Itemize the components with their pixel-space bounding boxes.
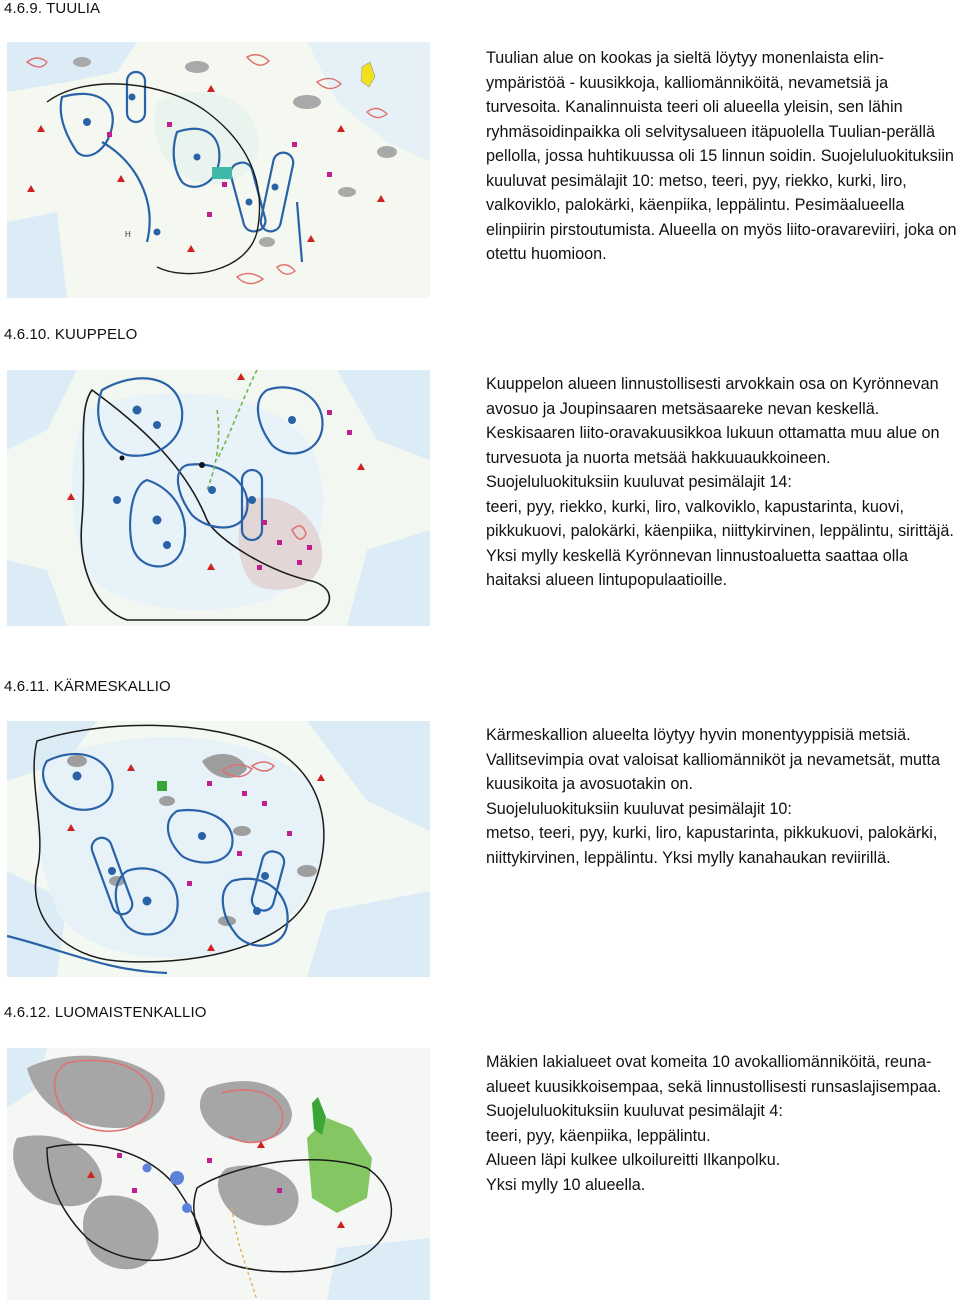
paragraph: teeri, pyy, käenpiika, leppälintu. xyxy=(486,1126,711,1145)
paragraph: Suojeluluokituksiin kuuluvat pesimälajit 10: xyxy=(486,799,792,818)
map-tuulia xyxy=(7,42,430,298)
paragraph: Kärmeskallion alueelta löytyy hyvin monentyyppisiä metsiä. Vallitsevimpia ovat valoisat kalliomänniköt ja nevametsät, mutta kuusikoita ja avosuotakin on. xyxy=(486,726,941,793)
paragraph: Yksi mylly 10 alueella. xyxy=(486,1175,646,1194)
section-text-kuuppelo xyxy=(486,372,960,593)
section-heading-karmeskallio: 4.6.11. KÄRMESKALLIO xyxy=(4,678,171,695)
map-tuulia-label: H xyxy=(125,230,131,239)
map-karmeskallio xyxy=(7,721,430,977)
paragraph: Kuuppelon alueen linnustollisesti arvokkain osa on Kyrönnevan avosuo ja Joupinsaaren metsäsaareke nevan keskellä. Keskisaaren liito-oravakuusikkoa lukuun ottamatta muu alue on turvesuota ja nuorta metsää hakkuuaukkoineen. Suojeluluokituksiin kuuluvat pesimälajit 14: xyxy=(486,375,940,491)
section-heading-luomaistenkallio: 4.6.12. LUOMAISTENKALLIO xyxy=(4,1004,207,1021)
map-luomaistenkallio xyxy=(7,1048,430,1300)
section-heading-tuulia: 4.6.9. TUULIA xyxy=(4,0,101,17)
paragraph: Mäkien lakialueet ovat komeita 10 avokalliomänniköitä, reuna-alueet kuusikkoisempaa, sekä linnustollisesti runsaslajisempaa. xyxy=(486,1053,942,1096)
paragraph: Tuulian alue on kookas ja sieltä löytyy monenlaista elin-ympäristöä - kuusikkoja, kalliomänniköitä, nevametsiä ja turvesoita. Kanalinnuista teeri oli alueella yleisin, sen lähin ryhmäsoidinpaikka oli selvitysalueen itäpuolella Tuulian-perällä pellolla, jossa huhtikuussa oli 15 linnun soidin. Suojeluluokituksiin kuuluvat pesimälajit 10: metso, teeri, pyy, riekko, kurki, liro, valkoviklo, palokärki, käenpiika, leppälintu. Pesimäalueella elinpiirin pirstoutumista. Alueella on myös liito-oravareviiri, joka on otettu huomioon. xyxy=(486,49,957,263)
map-kuuppelo-graphic xyxy=(7,370,430,626)
map-luomaistenkallio-graphic xyxy=(7,1048,430,1300)
section-text-tuulia xyxy=(486,46,960,267)
section-text-karmeskallio xyxy=(486,723,960,870)
paragraph: Suojeluluokituksiin kuuluvat pesimälajit 4: xyxy=(486,1102,783,1120)
paragraph: Alueen läpi kulkee ulkoilureitti Ilkanpolku. xyxy=(486,1151,781,1169)
section-text-luomaistenkallio xyxy=(486,1050,960,1197)
section-heading-kuuppelo: 4.6.10. KUUPPELO xyxy=(4,326,138,343)
paragraph: teeri, pyy, riekko, kurki, liro, valkoviklo, kapustarinta, kuovi, pikkukuovi, palokärki, käenpiika, niittykirvinen, leppälintu, sirittäjä. xyxy=(486,497,954,540)
map-karmeskallio-graphic xyxy=(7,721,430,977)
map-tuulia-graphic xyxy=(7,42,430,298)
map-kuuppelo xyxy=(7,370,430,626)
paragraph: Yksi mylly keskellä Kyrönnevan linnustoaluetta saattaa olla haitaksi alueen lintupopulaatioille. xyxy=(486,546,908,589)
paragraph: metso, teeri, pyy, kurki, liro, kapustarinta, pikkukuovi, palokärki, niittykirvinen, leppälintu. Yksi mylly kanahaukan reviirillä. xyxy=(486,824,938,867)
